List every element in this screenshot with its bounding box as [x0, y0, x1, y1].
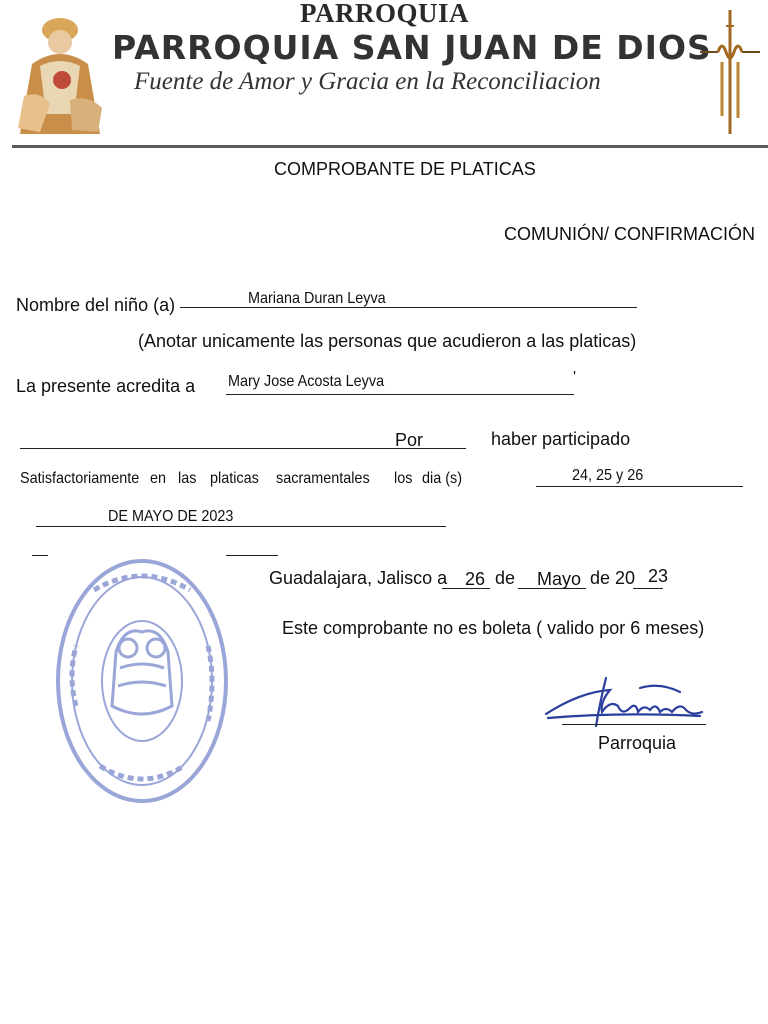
- header-top-word: PARROQUIA: [300, 0, 469, 28]
- month-value: DE MAYO DE 2023: [108, 508, 234, 525]
- accredits-label: La presente acredita a: [16, 376, 196, 396]
- signature-label: Parroquia: [598, 733, 677, 753]
- child-name-value: Mariana Duran Leyva: [248, 290, 386, 307]
- days-line: [536, 486, 743, 487]
- signature: [540, 672, 710, 732]
- disclaimer: Este comprobante no es boleta ( valido por 6 meses): [282, 618, 705, 638]
- satisf-word: en: [150, 470, 167, 487]
- year-label: de 20: [590, 568, 636, 588]
- month-line: [36, 526, 446, 527]
- satisf-word: platicas: [210, 470, 259, 487]
- short-rule: [32, 555, 48, 556]
- cross-icon: [700, 6, 760, 136]
- year-value: 23: [648, 566, 669, 586]
- day-value: 26: [465, 569, 486, 589]
- place-label: Guadalajara, Jalisco a: [269, 568, 448, 588]
- satisf-word: las: [178, 470, 197, 487]
- participated-label: haber participado: [491, 429, 631, 449]
- short-rule: [226, 555, 278, 556]
- satisf-word: Satisfactoriamente: [20, 470, 140, 487]
- days-value: 24, 25 y 26: [572, 467, 644, 484]
- month-written: Mayo: [537, 569, 582, 589]
- parish-name: PARROQUIA SAN JUAN DE DIOS: [112, 28, 712, 67]
- parish-motto: Fuente de Amor y Gracia en la Reconciliacion: [134, 68, 601, 95]
- letterhead: [0, 0, 768, 152]
- year-line: [633, 588, 663, 589]
- de-label: de: [495, 568, 516, 588]
- note-text: (Anotar unicamente las personas que acudieron a las platicas): [138, 331, 637, 351]
- accredits-line: [226, 394, 574, 395]
- document-subtitle: COMUNIÓN/ CONFIRMACIÓN: [504, 224, 755, 244]
- document-title: COMPROBANTE DE PLATICAS: [274, 159, 536, 179]
- saint-figure-icon: [10, 4, 110, 144]
- accredits-value: Mary Jose Acosta Leyva: [228, 373, 385, 390]
- satisf-word: dia (s): [422, 470, 463, 487]
- signature-line: [562, 724, 706, 725]
- header-divider: [12, 145, 768, 148]
- satisf-word: los: [394, 470, 413, 487]
- por-label: Por: [395, 430, 424, 450]
- parish-seal: [54, 556, 230, 806]
- accredits-mark: ': [573, 369, 577, 386]
- child-name-label: Nombre del niño (a): [16, 295, 176, 315]
- satisf-word: sacramentales: [276, 470, 370, 487]
